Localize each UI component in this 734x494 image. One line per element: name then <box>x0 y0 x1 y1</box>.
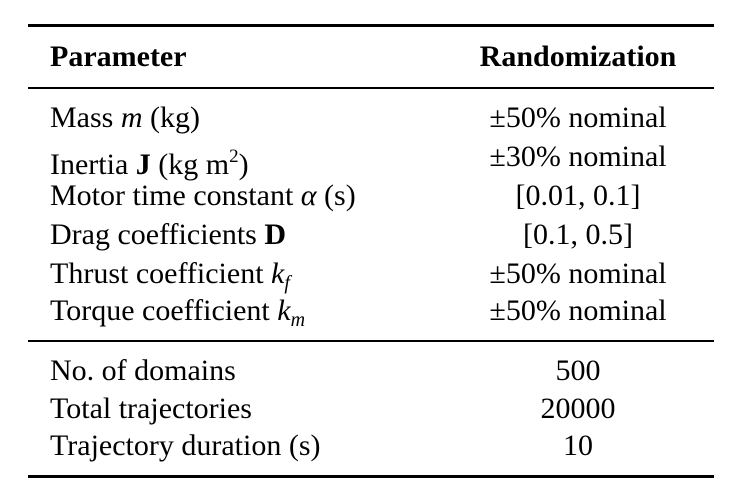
header-randomization: Randomization <box>479 40 677 73</box>
table-row <box>0 255 734 293</box>
parameter-symbol: m <box>120 101 143 134</box>
table-row <box>0 292 734 330</box>
table-row <box>0 427 734 465</box>
table-row <box>0 177 734 215</box>
parameter-symbol: k <box>271 257 285 290</box>
parameter-symbol: D <box>264 218 287 251</box>
header-parameter: Parameter <box>50 40 187 73</box>
parameter-cell: Mass m (kg) <box>50 101 200 134</box>
table-row <box>0 352 734 390</box>
mid-rule <box>28 340 714 342</box>
table-row <box>0 138 734 181</box>
parameter-subscript: f <box>284 272 290 294</box>
parameter-cell: Trajectory duration (s) <box>50 429 321 462</box>
parameter-cell: Torque coefficient $k_m$ <box>50 294 306 331</box>
randomization-cell: ±50% nominal <box>489 101 667 134</box>
top-rule <box>28 24 714 27</box>
parameter-cell: Total trajectories <box>50 392 252 425</box>
table-row <box>0 216 734 254</box>
parameter-symbol: J <box>135 148 151 181</box>
randomization-cell: [0.1, 0.5] <box>523 218 633 251</box>
randomization-cell: ±30% nominal <box>489 140 667 173</box>
parameter-cell: Thrust coefficient $k_f$ <box>50 257 290 294</box>
parameter-symbol: α <box>300 179 317 212</box>
parameter-cell: No. of domains <box>50 354 236 387</box>
bottom-rule <box>28 475 714 478</box>
randomization-cell: 500 <box>555 354 601 387</box>
parameter-cell: Inertia J (kg $m^2$) <box>50 146 249 181</box>
randomization-cell: ±50% nominal <box>489 257 667 290</box>
randomization-cell: ±50% nominal <box>489 294 667 327</box>
randomization-cell: 20000 <box>540 392 616 425</box>
header-rule <box>28 87 714 89</box>
randomization-cell: [0.01, 0.1] <box>515 179 641 212</box>
parameter-cell: Motor time constant α (s) <box>50 179 356 212</box>
table-row <box>0 99 734 137</box>
unit-superscript: 2 <box>229 146 239 167</box>
table-row <box>0 390 734 428</box>
parameter-symbol: k <box>277 294 291 327</box>
parameter-subscript: m <box>290 309 306 331</box>
randomization-cell: 10 <box>563 429 593 462</box>
parameter-cell: Drag coefficients D <box>50 218 287 251</box>
